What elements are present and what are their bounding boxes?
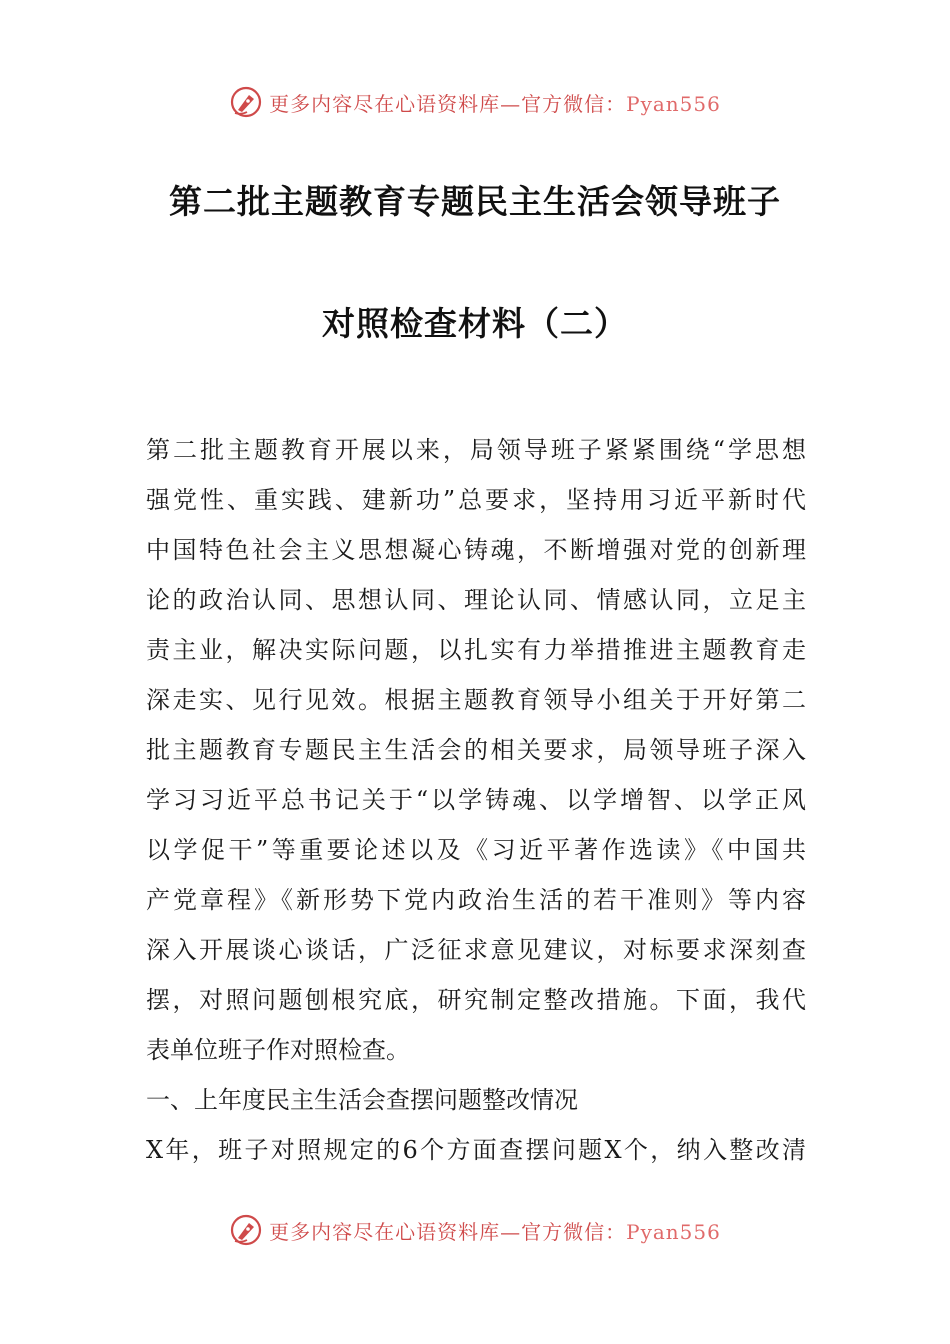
body-line: 摆，对照问题刨根究底，研究制定整改措施。下面，我代	[146, 986, 806, 1014]
body-line: 表单位班子作对照检查。	[146, 1036, 410, 1064]
body-line: X年，班子对照规定的6个方面查摆问题X个，纳入整改清	[146, 1136, 806, 1164]
body-line: 第二批主题教育开展以来，局领导班子紧紧围绕“学思想	[146, 436, 806, 464]
document-title-line-2: 对照检查材料（二）	[322, 304, 628, 343]
body-line: 中国特色社会主义思想凝心铸魂，不断增强对党的创新理	[146, 536, 806, 564]
watermark-header	[0, 82, 950, 122]
body-line: 以学促干”等重要论述以及《习近平著作选读》《中国共	[146, 836, 806, 864]
pen-nib-icon	[229, 1213, 263, 1247]
section-heading: 一、上年度民主生活会查摆问题整改情况	[146, 1086, 578, 1114]
body-line: 责主业，解决实际问题，以扎实有力举措推进主题教育走	[146, 636, 806, 664]
watermark-text: 更多内容尽在心语资料库—官方微信：Pyan556	[269, 91, 721, 116]
body-line: 强党性、重实践、建新功”总要求，坚持用习近平新时代	[146, 486, 806, 514]
wechat-id: Pyan556	[626, 91, 721, 116]
watermark-text: 更多内容尽在心语资料库—官方微信：Pyan556	[269, 1219, 721, 1244]
body-line: 产党章程》《新形势下党内政治生活的若干准则》等内容	[146, 886, 806, 914]
body-line: 深入开展谈心谈话，广泛征求意见建议，对标要求深刻查	[146, 936, 806, 964]
body-line: 批主题教育专题民主生活会的相关要求，局领导班子深入	[146, 736, 806, 764]
document-body	[146, 425, 806, 1175]
wechat-id: Pyan556	[626, 1219, 721, 1244]
watermark-footer	[0, 1210, 950, 1250]
body-line: 深走实、见行见效。根据主题教育领导小组关于开好第二	[146, 686, 806, 714]
pen-nib-icon	[229, 85, 263, 119]
document-title-line-1: 第二批主题教育专题民主生活会领导班子	[169, 182, 781, 221]
body-line: 论的政治认同、思想认同、理论认同、情感认同，立足主	[146, 586, 806, 614]
body-line: 学习习近平总书记关于“以学铸魂、以学增智、以学正风	[146, 786, 806, 814]
